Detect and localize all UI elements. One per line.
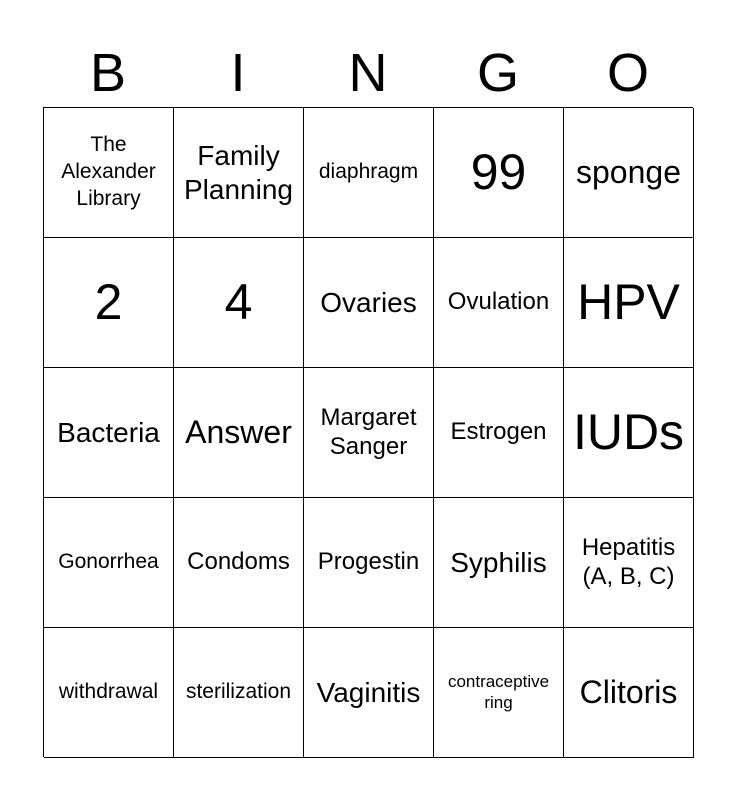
- bingo-cell[interactable]: [44, 108, 174, 238]
- bingo-cell[interactable]: [434, 238, 564, 368]
- cell-label: 99: [470, 144, 527, 200]
- cell-label: Bacteria: [57, 416, 160, 448]
- bingo-cell[interactable]: [434, 108, 564, 238]
- cell-label: IUDs: [572, 404, 685, 460]
- cell-label: 2: [94, 274, 123, 330]
- bingo-cell[interactable]: [174, 108, 304, 238]
- bingo-cell[interactable]: [304, 498, 434, 628]
- cell-label: contraceptive ring: [447, 672, 550, 712]
- bingo-header: [43, 40, 693, 106]
- cell-label: diaphragm: [318, 160, 419, 184]
- cell-label: Condoms: [187, 548, 290, 576]
- cell-label: withdrawal: [58, 680, 159, 704]
- header-letter-g: G: [476, 43, 519, 103]
- bingo-cell[interactable]: [304, 368, 434, 498]
- header-letter-o: O: [606, 43, 649, 103]
- header-letter-i: I: [230, 43, 246, 103]
- cell-label: Family Planning: [184, 140, 293, 205]
- header-letter-n: N: [348, 43, 388, 103]
- bingo-cell[interactable]: [44, 368, 174, 498]
- bingo-cell[interactable]: [174, 498, 304, 628]
- cell-label: 4: [224, 274, 253, 330]
- bingo-cell[interactable]: [44, 628, 174, 758]
- cell-label: sponge: [576, 153, 681, 190]
- bingo-cell[interactable]: [564, 238, 694, 368]
- cell-label: Progestin: [317, 548, 420, 576]
- cell-label: Ovaries: [320, 286, 417, 318]
- cell-label: Margaret Sanger: [320, 404, 417, 460]
- bingo-cell[interactable]: [174, 238, 304, 368]
- bingo-cell[interactable]: [434, 628, 564, 758]
- bingo-cell[interactable]: [564, 368, 694, 498]
- bingo-cell[interactable]: [564, 108, 694, 238]
- cell-label: Estrogen: [450, 418, 547, 446]
- cell-label: Gonorrhea: [58, 550, 159, 574]
- bingo-board: [43, 107, 693, 757]
- bingo-cell[interactable]: [44, 498, 174, 628]
- cell-label: Clitoris: [579, 673, 678, 710]
- bingo-cell[interactable]: [434, 498, 564, 628]
- bingo-cell[interactable]: [564, 498, 694, 628]
- bingo-cell[interactable]: [174, 368, 304, 498]
- bingo-cell[interactable]: [44, 238, 174, 368]
- cell-label: sterilization: [185, 680, 292, 704]
- bingo-cell[interactable]: [304, 238, 434, 368]
- cell-label: Vaginitis: [316, 676, 421, 708]
- cell-label: Answer: [185, 413, 292, 450]
- header-letter-b: B: [89, 43, 127, 103]
- cell-label: Hepatitis (A, B, C): [581, 534, 676, 590]
- cell-label: The Alexander Library: [61, 133, 156, 210]
- cell-label: HPV: [577, 274, 680, 330]
- bingo-cell[interactable]: [304, 628, 434, 758]
- cell-label: Syphilis: [450, 546, 547, 578]
- bingo-cell[interactable]: [304, 108, 434, 238]
- bingo-cell[interactable]: [174, 628, 304, 758]
- cell-label: Ovulation: [447, 288, 550, 316]
- bingo-cell[interactable]: [564, 628, 694, 758]
- bingo-cell[interactable]: [434, 368, 564, 498]
